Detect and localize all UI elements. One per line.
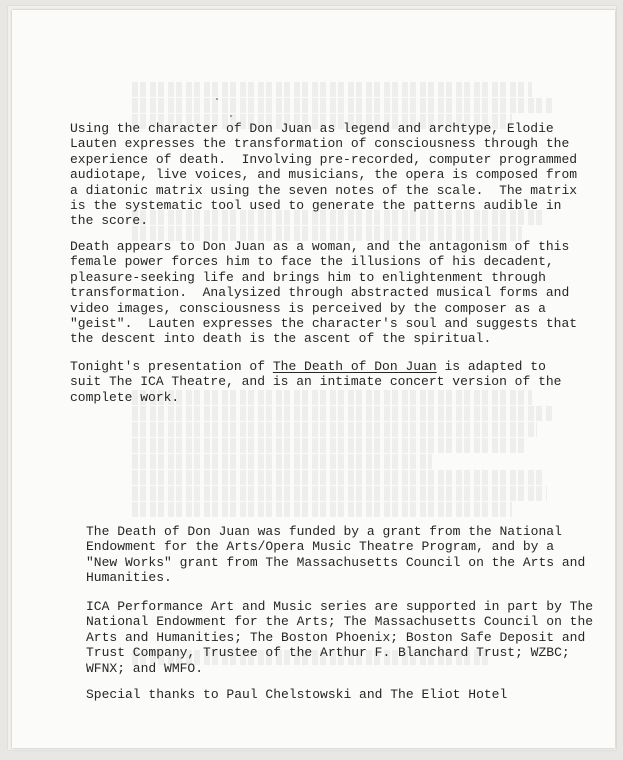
special-thanks: Special thanks to Paul Chelstowski and The Eliot Hotel: [86, 687, 508, 702]
work-title: The Death of Don Juan: [272, 359, 437, 374]
speck: [230, 115, 232, 117]
paper-sheet: [12, 10, 615, 748]
paragraph-death-theme: Death appears to Don Juan as a woman, and the antagonism of this female power forces him to face the illusions of his decadent, pleasure-seeking life and brings him to enlightenment through transformation. Analysized through abstracted musical forms and video images, consciousness is perceived by the composer as a "geist". Lauten expresses the character's soul and suggests that the descent into death is the ascent of the spiritual.: [70, 239, 578, 347]
paragraph-description: Using the character of Don Juan as legend and archtype, Elodie Lauten expresses the transformation of consciousness through the experience of death. Involving pre-recorded, computer programmed audiotape, live voices, and musicians, the opera is composed from a diatonic matrix using the seven notes of the scale. The matrix is the systematic tool used to generate the patterns audible in the score.: [70, 121, 578, 229]
support-credit: ICA Performance Art and Music series are supported in part by The National Endowment for the Arts; The Massachusetts Council on the Arts and Humanities; The Boston Phoenix; Boston Safe Deposit and Trust Company, Trustee of the Arthur F. Blanchard Trust; WZBC; WFNX; and WMFO.: [86, 599, 594, 676]
funding-credit: The Death of Don Juan was funded by a grant from the National Endowment for the Arts/Opera Music Theatre Program, and by a "New Works" grant from The Massachusetts Council on the Arts and Humanities.: [86, 524, 586, 586]
paragraph-presentation: Tonight's presentation of The Death of Don Juan is adapted to suit The ICA Theatre, and is an intimate concert version of the complete work.: [70, 359, 562, 405]
speck: [216, 98, 218, 100]
